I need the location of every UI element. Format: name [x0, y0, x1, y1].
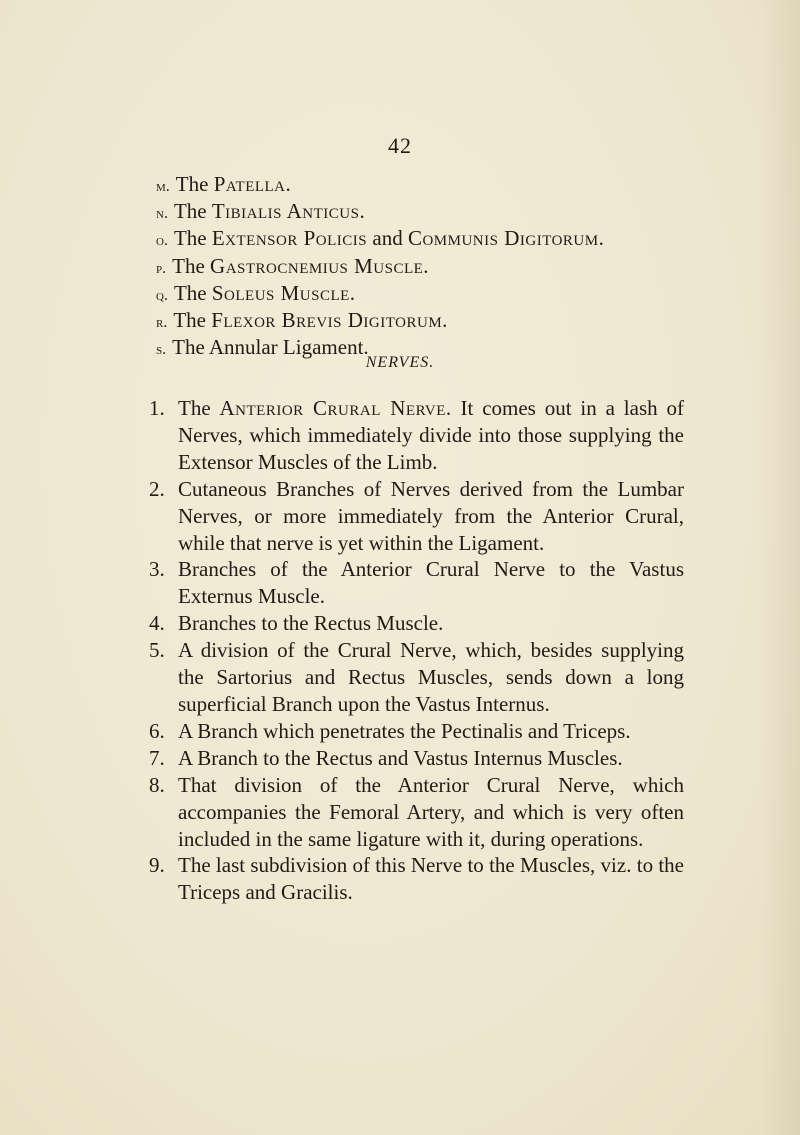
nerve-title: Anterior Crural Nerve. [219, 396, 452, 420]
legend-key: m. [156, 178, 170, 195]
nerve-item: 7. A Branch to the Rectus and Vastus Internus Muscles. [149, 745, 623, 770]
nerve-item: 2. Cutaneous Branches of Nerves derived from the Lumbar Nerves, or more immediately from the Anterior Crural, while that nerve is yet within the Ligament. [149, 476, 684, 555]
legend-item: n. The Tibialis Anticus. [156, 199, 366, 224]
legend-item: o. The Extensor Policis and Communis Digitorum. [156, 226, 605, 251]
item-number: 9. [149, 853, 165, 878]
item-number: 7. [149, 745, 165, 770]
structure-name: Tibialis Anticus. [211, 199, 366, 224]
item-number: 1. [149, 396, 165, 420]
item-number: 2. [149, 476, 165, 501]
legend-key: s. [156, 341, 167, 359]
structure-name: Communis Digitorum. [407, 226, 605, 251]
structure-name: Patella. [213, 172, 292, 196]
legend-key: o. [156, 232, 168, 250]
legend-key: r. [156, 314, 168, 332]
nerve-item: 4. Branches to the Rectus Muscle. [149, 611, 444, 636]
structure-name: Gastrocnemius Muscle. [210, 253, 430, 278]
page-number: 42 [388, 133, 412, 158]
legend-item: r. The Flexor Brevis Digitorum. [156, 308, 448, 333]
legend-key: p. [156, 259, 167, 277]
structure-name: Soleus Muscle. [211, 280, 356, 305]
figure-legend [156, 172, 716, 362]
nerve-item: 3. Branches of the Anterior Crural Nerve to the Vastus Externus Muscle. [149, 557, 684, 609]
item-number: 6. [149, 718, 165, 743]
legend-key: q. [156, 286, 168, 304]
item-number: 5. [149, 638, 165, 663]
nerve-item: 6. A Branch which penetrates the Pectinalis and Triceps. [149, 718, 631, 743]
legend-item: m. The Patella. [156, 172, 292, 196]
nerves-list [149, 395, 684, 906]
structure-name: Flexor Brevis Digitorum. [211, 308, 448, 333]
page-edge-shading [760, 0, 800, 1135]
nerve-item: 5. A division of the Crural Nerve, which, besides supplying the Sartorius and Rectus Muscles, sends down a long superficial Branch upon the Vastus Internus. [149, 638, 684, 716]
legend-item: q. The Soleus Muscle. [156, 280, 356, 305]
legend-item: s. The Annular Ligament. [156, 335, 369, 360]
legend-item: p. The Gastrocnemius Muscle. [156, 253, 430, 278]
nerve-item: 1. The Anterior Crural Nerve. It comes out in a lash of Nerves, which immediately divide into those supplying the Extensor Muscles of the Limb. [149, 396, 684, 474]
nerve-item: 9. The last subdivision of this Nerve to the Muscles, viz. to the Triceps and Gracilis. [149, 853, 684, 905]
section-heading: NERVES. [365, 354, 435, 371]
item-number: 3. [149, 557, 165, 582]
item-number: 4. [149, 611, 165, 636]
item-number: 8. [149, 772, 165, 797]
nerve-item: 8. That division of the Anterior Crural Nerve, which accompanies the Femoral Artery, and which is very often included in the same ligature with it, during operations. [149, 772, 684, 851]
structure-name: Extensor Policis [211, 226, 368, 251]
legend-key: n. [156, 205, 168, 223]
